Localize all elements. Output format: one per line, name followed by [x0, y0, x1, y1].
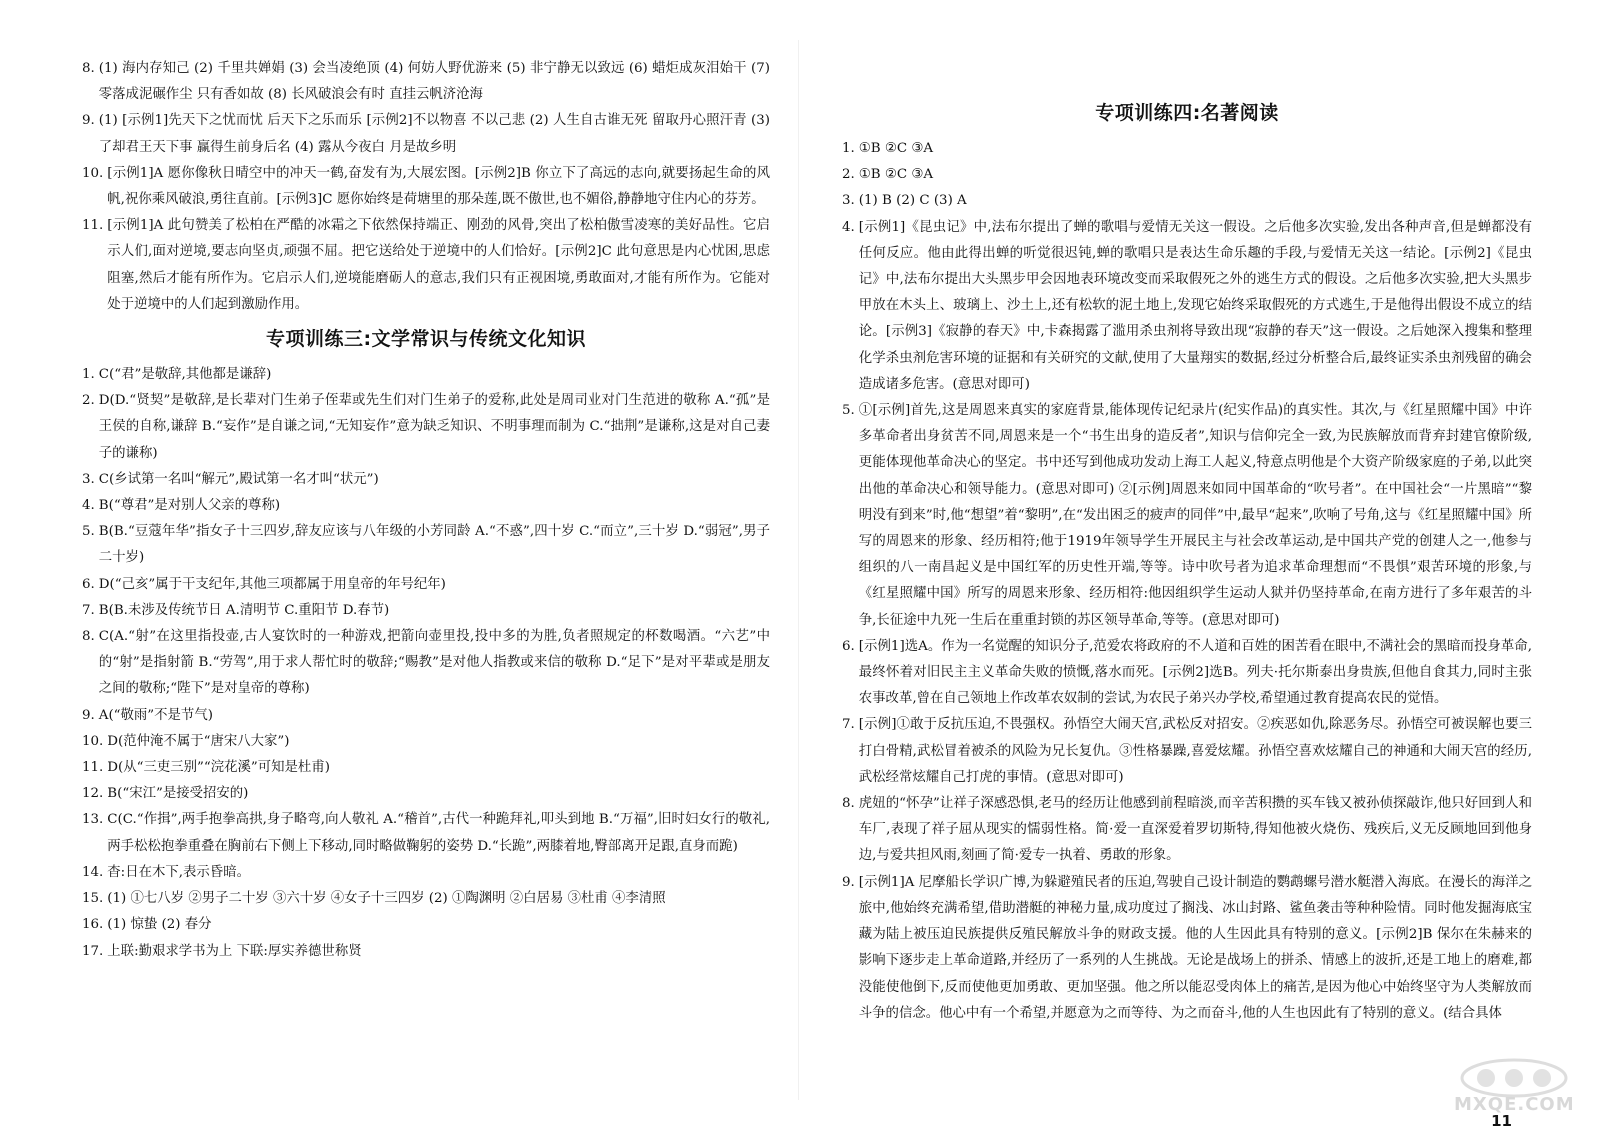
answer-number: 3. [82, 471, 95, 487]
answer-item [82, 939, 770, 965]
answer-number: 9. [82, 113, 95, 129]
answer-item [82, 213, 770, 318]
answer-text: (1) 惊蛰 (2) 春分 [107, 917, 212, 933]
answer-text: C(A.“射”在这里指投壶,古人宴饮时的一种游戏,把箭向壶里投,投中多的为胜,负者照规定的杯数喝酒。“六艺”中的“射”是指射箭 B.“劳驾”,用于求人帮忙时的敬辞;“赐教”是对他人指教或来信的敬称 D.“足下”是对平辈或是朋友之间的敬称;“陛下”是对皇帝的尊称) [98, 629, 770, 697]
answer-item [82, 161, 770, 213]
answer-text: (1) B (2) C (3) A [858, 193, 967, 209]
answer-number: 10. [82, 733, 104, 749]
answer-item [82, 886, 770, 912]
answer-text: C(“君”是敬辞,其他都是谦辞) [98, 367, 272, 383]
answer-text: 虎妞的“怀孕”让祥子深感恐惧,老马的经历让他感到前程暗淡,而辛苦积攒的买车钱又被孙侦探敲诈,他只好回到人和车厂,表现了祥子屈从现实的懦弱性格。简·爱一直深爱着罗切斯特,得知他被火烧伤、残疾后,义无反顾地回到他身边,与爱共担风雨,刻画了简·爱专一执着、勇敢的形象。 [858, 796, 1532, 864]
answer-number: 7. [82, 602, 95, 618]
answer-number: 2. [82, 393, 95, 409]
answer-text: [示例1]选A。作为一名觉醒的知识分子,范爱农将政府的不人道和百姓的困苦看在眼中,不满社会的黑暗而投身革命,最终怀着对旧民主主义革命失败的愤慨,落水而死。[示例2]选B。列夫·托尔斯泰出身贵族,但他自食其力,同时主张农事改革,曾在自己领地上作改革农奴制的尝试,为农民子弟兴办学校,希望通过教育提高农民的觉悟。 [858, 638, 1532, 707]
answer-item [82, 467, 770, 493]
answer-item [82, 755, 770, 781]
answer-number: 1. [842, 141, 855, 156]
answer-number: 3. [842, 193, 855, 209]
answer-item [82, 807, 770, 859]
section-3-answers [82, 362, 770, 965]
answer-text: [示例]①敢于反抗压迫,不畏强权。孙悟空大闹天宫,武松反对招安。②疾恶如仇,除恶务尽。孙悟空可被误解也要三打白骨精,武松冒着被杀的风险为兄长复仇。③性格暴躁,喜爱炫耀。孙悟空喜欢炫耀自己的神通和大闹天宫的经历,武松经常炫耀自己打虎的事情。(意思对即可) [858, 717, 1532, 785]
answer-item [82, 781, 770, 807]
left-column [82, 56, 770, 965]
section-4-answers [842, 136, 1532, 1027]
section-4-title: 专项训练四:名著阅读 [1095, 102, 1279, 124]
answer-text: B(B.“豆蔻年华”指女子十三四岁,辞友应该与八年级的小芳同龄 A.“不惑”,四十岁 C.“而立”,三十岁 D.“弱冠”,男子二十岁) [98, 524, 770, 566]
answer-text: ①B ②C ③A [858, 167, 934, 183]
answer-number: 15. [82, 891, 104, 907]
right-column [842, 92, 1532, 1027]
answer-item [842, 215, 1532, 398]
answer-number: 6. [82, 576, 95, 592]
answer-item [82, 56, 770, 108]
answer-text: [示例1]A 愿你像秋日晴空中的冲天一鹤,奋发有为,大展宏图。[示例2]B 你立下了高远的志向,就要扬起生命的风帆,祝你乘风破浪,勇往直前。[示例3]C 愿你始终是荷塘里的那朵莲,既不傲世,也不媚俗,静静地守住内心的芬芳。 [107, 165, 770, 208]
answer-text: D(“己亥”属于干支纪年,其他三项都属于用皇帝的年号纪年) [98, 576, 446, 592]
answer-text: B(“宋江”是接受招安的) [107, 786, 249, 802]
answer-number: 1. [82, 367, 95, 383]
answer-item [82, 108, 770, 160]
answer-text: (1) ①七八岁 ②男子二十岁 ③六十岁 ④女子十三四岁 (2) ①陶渊明 ②白居易 ③杜甫 ④李清照 [107, 891, 666, 907]
answer-text: (1) 海内存知己 (2) 千里共婵娟 (3) 会当凌绝顶 (4) 何妨人野优游来 (5) 非宁静无以致远 (6) 蜡炬成灰泪始干 (7) 零落成泥碾作尘 只有香如故 (8) 长风破浪会有时 直挂云帆济沧海 [98, 61, 770, 103]
answer-item [82, 598, 770, 624]
answer-number: 6. [842, 638, 855, 654]
answer-text: 杳:日在木下,表示昏暗。 [107, 864, 250, 880]
answer-text: [示例1]A 此句赞美了松柏在严酷的冰霜之下依然保持端正、刚劲的风骨,突出了松柏傲雪凌寒的美好品性。它启示人们,面对逆境,要志向坚贞,顽强不屈。把它送给处于逆境中的人们恰好。[示例2]C 此句意思是内心忧困,思虑阻塞,然后才能有所作为。它启示人们,逆境能磨砺人的意志,我们只有正视困境,勇敢面对,才能有所作为。它能对处于逆境中的人们起到激励作用。 [107, 218, 770, 312]
answer-number: 14. [82, 864, 104, 880]
answer-number: 5. [82, 524, 95, 540]
answer-number: 4. [842, 219, 855, 235]
answer-text: B(“尊君”是对别人父亲的尊称) [98, 498, 281, 514]
answer-text: D(范仲淹不属于“唐宋八大家”) [107, 733, 290, 749]
answer-item [82, 362, 770, 388]
answer-item [842, 188, 1532, 214]
answer-text: ①[示例]首先,这是周恩来真实的家庭背景,能体现传记纪录片(纪实作品)的真实性。其次,与《红星照耀中国》中许多革命者出身贫苦不同,周恩来是一个“书生出身的造反者”,知识与信仰完全一致,为民族解放而背弃封建官僚阶级,更能体现他革命决心的坚定。书中还写到他成功发动上海工人起义,特意点明他是个大资产阶级家庭的子弟,以此突出他的革命决心和领导能力。(意思对即可) ②[示例]周恩来如同中国革命的“吹号者”。在中国社会“一片黑暗”“黎明没有到来”时,他“想望”着“黎明”,在“发出困乏的疲声的同伴”中,最早“起来”,吹响了号角,这与《红星照耀中国》所写的周恩来的形象、经历相符;他于1919年领导学生开展民主与社会改革运动,是中国共产党的创建人之一,他参与组织的八一南昌起义是中国红军的历史性开端,等等。诗中吹号者为追求革命理想而“不畏惧”艰苦环境的形象,与《红星照耀中国》所写的周恩来形象、经历相符:他因组织学生运动人狱并仍坚持革命,在南方进行了多年艰苦的斗争,长征途中九死一生后在重重封锁的苏区领导革命,等等。(意思对即可) [858, 403, 1532, 628]
answer-item [82, 493, 770, 519]
answer-text: C(乡试第一名叫“解元”,殿试第一名才叫“状元”) [98, 471, 379, 487]
answer-text: ①B ②C ③A [858, 141, 934, 156]
answer-item [842, 791, 1532, 870]
answer-item [82, 729, 770, 755]
watermark-text: MXQE.COM [1454, 1094, 1575, 1115]
answer-text: [示例1]A 尼摩船长学识广博,为躲避殖民者的压迫,驾驶自己设计制造的鹦鹉螺号潜水艇潜入海底。在漫长的海洋之旅中,他始终充满希望,借助潜艇的神秘力量,成功度过了搁浅、冰山封路、鲨鱼袭击等种种险情。同时他发掘海底宝藏为陆上被压迫民族提供反殖民解放斗争的财政支援。他的人生因此具有特别的意义。[示例2]B 保尔在朱赫来的影响下逐步走上革命道路,并经历了一系列的人生挑战。无论是战场上的拼杀、情感上的波折,还是工地上的磨难,都没能使他倒下,反而使他更加勇敢、更加坚强。他之所以能忍受肉体上的痛苦,是因为他心中始终坚守为人类解放而斗争的信念。他心中有一个希望,并愿意为之而等待、为之而奋斗,他的人生也因此有了特别的意义。(结合具体 [858, 874, 1532, 1021]
answer-item [82, 624, 770, 703]
answer-item [842, 162, 1532, 188]
watermark-logo [1424, 1056, 1574, 1118]
answer-item [82, 912, 770, 938]
page-number: 11 [1491, 1112, 1512, 1130]
answer-text: D(从“三吏三别”“浣花溪”可知是杜甫) [107, 760, 330, 776]
answer-item [842, 634, 1532, 713]
answer-item [82, 860, 770, 886]
answer-item [82, 388, 770, 467]
answer-number: 16. [82, 917, 104, 933]
answer-item [82, 519, 770, 571]
answer-item [82, 703, 770, 729]
answer-number: 13. [82, 812, 104, 828]
answer-text: A(“敬雨”不是节气) [98, 707, 213, 723]
answer-text: (1) [示例1]先天下之忧而忧 后天下之乐而乐 [示例2]不以物喜 不以己悲 (2) 人生自古谁无死 留取丹心照汗青 (3) 了却君王天下事 赢得生前身后名 (4) 露从今夜白 月是故乡明 [98, 113, 770, 155]
answer-text: C(C.“作揖”,两手抱拳高拱,身子略弯,向人敬礼 A.“稽首”,古代一种跪拜礼,叩头到地 B.“万福”,旧时妇女行的敬礼,两手松松抱拳重叠在胸前右下侧上下移动,同时略做鞠躬的姿势 D.“长跪”,两膝着地,臀部离开足跟,直身而跪) [107, 812, 770, 854]
answer-item [842, 136, 1532, 162]
answer-number: 11. [82, 218, 104, 234]
answer-number: 8. [82, 61, 95, 76]
answer-number: 7. [842, 717, 855, 733]
answer-item [842, 870, 1532, 1027]
answer-item [842, 712, 1532, 791]
answer-number: 12. [82, 786, 104, 802]
answer-text: [示例1]《昆虫记》中,法布尔提出了蝉的歌唱与爱情无关这一假设。之后他多次实验,发出各种声音,但是蝉都没有任何反应。他由此得出蝉的听觉很迟钝,蝉的歌唱只是表达生命乐趣的手段,与爱情无关这一结论。[示例2]《昆虫记》中,法布尔提出大头黑步甲会因地表环境改变而采取假死之外的逃生方式的假设。之后他多次实验,把大头黑步甲放在木头上、玻璃上、沙土上,还有松软的泥土地上,发现它始终采取假死的方式逃生,于是他得出假设不成立的结论。[示例3]《寂静的春天》中,卡森揭露了滥用杀虫剂将导致出现“寂静的春天”这一假设。之后她深入搜集和整理化学杀虫剂危害环境的证据和有关研究的文献,使用了大量翔实的数据,经过分析整合后,最终证实杀虫剂残留的确会造成诸多危害。(意思对即可) [858, 219, 1532, 392]
top-answers [82, 56, 770, 318]
answer-text: 上联:勤艰求学书为上 下联:厚实养德世称贤 [107, 943, 362, 959]
answer-number: 9. [842, 874, 855, 890]
answer-number: 2. [842, 167, 855, 183]
page-gutter [798, 40, 799, 1100]
answer-number: 10. [82, 165, 104, 181]
answer-number: 8. [82, 629, 95, 645]
answer-text: D(D.“贤契”是敬辞,是长辈对门生弟子侄辈或先生们对门生弟子的爱称,此处是周司业对门生范进的敬称 A.“孤”是王侯的自称,谦辞 B.“妄作”是自谦之词,“无知妄作”意为缺乏知识、不明事理而制为 C.“拙荆”是谦称,这是对自己妻子的谦称) [98, 393, 770, 461]
answer-number: 5. [842, 403, 855, 419]
answer-number: 17. [82, 943, 104, 959]
answer-text: B(B.未涉及传统节日 A.清明节 C.重阳节 D.春节) [98, 602, 390, 618]
answer-number: 9. [82, 707, 95, 723]
answer-number: 8. [842, 796, 855, 812]
answer-number: 11. [82, 760, 104, 776]
answer-item [842, 398, 1532, 634]
answer-number: 4. [82, 498, 95, 514]
answer-item [82, 572, 770, 598]
section-3-title: 专项训练三:文学常识与传统文化知识 [265, 328, 587, 351]
